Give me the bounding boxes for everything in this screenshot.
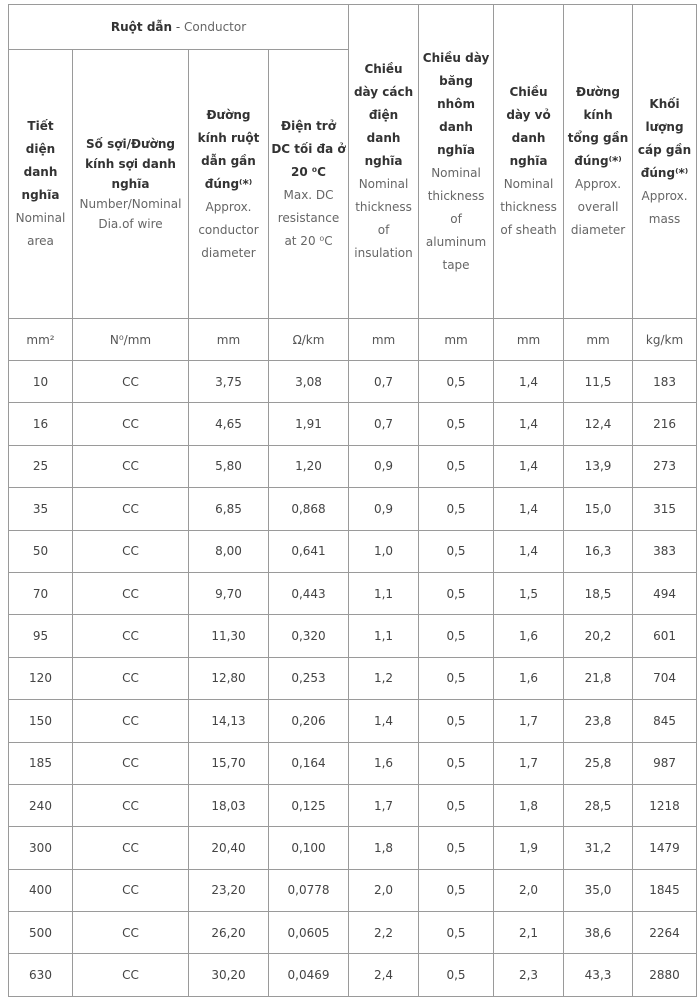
table-cell: 26,20: [189, 912, 269, 954]
table-cell: 14,13: [189, 700, 269, 742]
table-row: [9, 530, 697, 572]
table-cell: 2,0: [494, 869, 564, 911]
column-header-en: Nominal thickness of insulation: [354, 177, 413, 260]
table-cell: 12,4: [564, 403, 633, 445]
table-cell: 21,8: [564, 657, 633, 699]
table-cell: 1,9: [494, 827, 564, 869]
column-header: [9, 50, 73, 319]
table-row: [9, 869, 697, 911]
table-cell: 2,1: [494, 912, 564, 954]
unit-cell: mm²: [9, 319, 73, 361]
table-cell: 31,2: [564, 827, 633, 869]
table-cell: 1,6: [349, 742, 419, 784]
table-cell: 0,0605: [269, 912, 349, 954]
table-cell: 20,40: [189, 827, 269, 869]
table-cell: 183: [633, 361, 697, 403]
table-cell: 0,5: [419, 954, 494, 996]
column-header-en: Number/Nominal Dia.of wire: [79, 197, 182, 231]
table-cell: 23,8: [564, 700, 633, 742]
table-cell: CC: [73, 827, 189, 869]
table-cell: 0,641: [269, 530, 349, 572]
table-cell: 0,5: [419, 361, 494, 403]
table-cell: 0,5: [419, 742, 494, 784]
table-cell: 0,5: [419, 912, 494, 954]
column-header-vi: Chiều dày cách điện danh nghĩa: [353, 62, 414, 168]
column-header: [349, 5, 419, 319]
table-cell: 500: [9, 912, 73, 954]
table-cell: 2,3: [494, 954, 564, 996]
table-cell: 20,2: [564, 615, 633, 657]
table-cell: CC: [73, 615, 189, 657]
table-cell: 0,5: [419, 445, 494, 487]
table-cell: 400: [9, 869, 73, 911]
column-header-vi: Chiều dày vỏ danh nghĩa: [506, 85, 551, 168]
table-cell: 28,5: [564, 784, 633, 826]
table-row: [9, 700, 697, 742]
table-cell: 0,7: [349, 361, 419, 403]
column-header-en: Max. DC resistance at 20 ⁰C: [277, 188, 340, 248]
column-header-en: Approx. overall diameter: [570, 177, 626, 237]
table-cell: 1845: [633, 869, 697, 911]
table-cell: 10: [9, 361, 73, 403]
table-cell: 0,125: [269, 784, 349, 826]
column-header-vi: Đường kính ruột dẫn gần đúng⁽*⁾: [197, 107, 260, 191]
table-cell: 0,5: [419, 784, 494, 826]
table-cell: 1,4: [494, 361, 564, 403]
table-cell: CC: [73, 742, 189, 784]
table-cell: 1,2: [349, 657, 419, 699]
table-row: [9, 827, 697, 869]
unit-cell: Ω/km: [269, 319, 349, 361]
table-cell: 18,5: [564, 572, 633, 614]
table-cell: 0,0778: [269, 869, 349, 911]
table-cell: 383: [633, 530, 697, 572]
column-header-en: Nominal area: [15, 211, 66, 248]
table-cell: 704: [633, 657, 697, 699]
table-cell: 95: [9, 615, 73, 657]
table-cell: 630: [9, 954, 73, 996]
column-header-en: Approx. mass: [641, 188, 688, 226]
table-cell: CC: [73, 912, 189, 954]
unit-cell: N⁰/mm: [73, 319, 189, 361]
cable-spec-table: [8, 4, 697, 997]
table-cell: 0,5: [419, 700, 494, 742]
table-row: [9, 445, 697, 487]
table-cell: 1,91: [269, 403, 349, 445]
table-cell: 2,4: [349, 954, 419, 996]
table-cell: 0,9: [349, 488, 419, 530]
conductor-group-header: [9, 5, 349, 50]
table-cell: 1,4: [349, 700, 419, 742]
table-cell: 315: [633, 488, 697, 530]
unit-cell: mm: [419, 319, 494, 361]
table-cell: 494: [633, 572, 697, 614]
conductor-vi: Ruột dẫn: [110, 20, 173, 34]
table-row: [9, 954, 697, 996]
table-cell: 2,0: [349, 869, 419, 911]
table-cell: 43,3: [564, 954, 633, 996]
table-cell: 9,70: [189, 572, 269, 614]
table-cell: 1,1: [349, 572, 419, 614]
table-cell: 12,80: [189, 657, 269, 699]
table-cell: 18,03: [189, 784, 269, 826]
table-cell: 16: [9, 403, 73, 445]
table-cell: 601: [633, 615, 697, 657]
table-cell: 13,9: [564, 445, 633, 487]
table-cell: 845: [633, 700, 697, 742]
table-cell: 5,80: [189, 445, 269, 487]
table-cell: 1,1: [349, 615, 419, 657]
table-row: [9, 572, 697, 614]
table-cell: 6,85: [189, 488, 269, 530]
column-header: [494, 5, 564, 319]
table-cell: 1,4: [494, 445, 564, 487]
table-cell: 70: [9, 572, 73, 614]
table-cell: 30,20: [189, 954, 269, 996]
column-header: [73, 50, 189, 319]
table-cell: 0,5: [419, 657, 494, 699]
table-cell: CC: [73, 530, 189, 572]
unit-cell: mm: [189, 319, 269, 361]
column-header-en: Nominal thickness of sheath: [500, 177, 557, 237]
table-cell: 1479: [633, 827, 697, 869]
table-cell: 0,868: [269, 488, 349, 530]
conductor-en: Conductor: [184, 20, 247, 34]
column-header-vi: Khối lượng cáp gần đúng⁽*⁾: [637, 96, 692, 180]
column-header: [189, 50, 269, 319]
table-cell: CC: [73, 954, 189, 996]
table-cell: 185: [9, 742, 73, 784]
table-cell: 2264: [633, 912, 697, 954]
table-cell: 120: [9, 657, 73, 699]
table-cell: 0,100: [269, 827, 349, 869]
column-header-en: Nominal thickness of aluminum tape: [425, 165, 487, 272]
table-cell: 0,253: [269, 657, 349, 699]
table-cell: CC: [73, 869, 189, 911]
table-cell: CC: [73, 488, 189, 530]
table-cell: 11,5: [564, 361, 633, 403]
table-row: [9, 657, 697, 699]
table-cell: CC: [73, 700, 189, 742]
table-cell: 216: [633, 403, 697, 445]
table-cell: 240: [9, 784, 73, 826]
table-cell: 0,206: [269, 700, 349, 742]
table-cell: 0,0469: [269, 954, 349, 996]
table-cell: 2880: [633, 954, 697, 996]
table-cell: 50: [9, 530, 73, 572]
table-cell: 8,00: [189, 530, 269, 572]
table-cell: 0,5: [419, 530, 494, 572]
table-cell: 0,7: [349, 403, 419, 445]
column-header-vi: Số sợi/Đường kính sợi danh nghĩa: [85, 137, 176, 191]
table-cell: 3,08: [269, 361, 349, 403]
table-cell: 4,65: [189, 403, 269, 445]
table-cell: 1,20: [269, 445, 349, 487]
table-cell: 1,6: [494, 615, 564, 657]
table-row: [9, 488, 697, 530]
unit-cell: mm: [494, 319, 564, 361]
table-cell: 0,164: [269, 742, 349, 784]
table-cell: 38,6: [564, 912, 633, 954]
table-row: [9, 742, 697, 784]
column-header-vi: Điện trở DC tối đa ở 20 ⁰C: [271, 119, 346, 179]
unit-cell: mm: [349, 319, 419, 361]
table-cell: 1,0: [349, 530, 419, 572]
column-header-vi: Đường kính tổng gần đúng⁽*⁾: [567, 85, 629, 168]
table-cell: 1,7: [494, 700, 564, 742]
table-cell: 1,4: [494, 488, 564, 530]
table-cell: 1,7: [494, 742, 564, 784]
table-cell: 25: [9, 445, 73, 487]
column-header-vi: Tiết diện danh nghĩa: [21, 119, 60, 202]
table-cell: CC: [73, 403, 189, 445]
table-cell: 987: [633, 742, 697, 784]
table-cell: 0,5: [419, 827, 494, 869]
table-cell: 1,8: [494, 784, 564, 826]
table-cell: 0,443: [269, 572, 349, 614]
table-cell: 2,2: [349, 912, 419, 954]
column-header: [633, 5, 697, 319]
table-cell: 1,8: [349, 827, 419, 869]
table-cell: 15,70: [189, 742, 269, 784]
table-cell: CC: [73, 784, 189, 826]
table-cell: 150: [9, 700, 73, 742]
table-cell: 0,5: [419, 572, 494, 614]
table-cell: 1,7: [349, 784, 419, 826]
table-cell: 1,4: [494, 530, 564, 572]
table-row: [9, 615, 697, 657]
table-cell: 35,0: [564, 869, 633, 911]
table-cell: 25,8: [564, 742, 633, 784]
table-row: [9, 361, 697, 403]
units-row: [9, 319, 697, 361]
conductor-sep: -: [172, 20, 185, 34]
table-cell: 0,5: [419, 403, 494, 445]
table-cell: 0,5: [419, 488, 494, 530]
table-cell: 16,3: [564, 530, 633, 572]
table-cell: 1,5: [494, 572, 564, 614]
unit-cell: kg/km: [633, 319, 697, 361]
table-cell: 23,20: [189, 869, 269, 911]
table-cell: 11,30: [189, 615, 269, 657]
column-header: [269, 50, 349, 319]
table-cell: 300: [9, 827, 73, 869]
table-cell: CC: [73, 361, 189, 403]
table-cell: CC: [73, 572, 189, 614]
column-header: [564, 5, 633, 319]
table-cell: 0,320: [269, 615, 349, 657]
table-cell: 0,9: [349, 445, 419, 487]
table-cell: 35: [9, 488, 73, 530]
table-cell: 1,6: [494, 657, 564, 699]
table-cell: 273: [633, 445, 697, 487]
table-cell: 1,4: [494, 403, 564, 445]
table-cell: 0,5: [419, 869, 494, 911]
table-cell: 1218: [633, 784, 697, 826]
table-row: [9, 784, 697, 826]
unit-cell: mm: [564, 319, 633, 361]
table-cell: CC: [73, 445, 189, 487]
table-cell: CC: [73, 657, 189, 699]
table-row: [9, 403, 697, 445]
table-cell: 0,5: [419, 615, 494, 657]
table-cell: 3,75: [189, 361, 269, 403]
column-header-en: Approx. conductor diameter: [198, 199, 259, 260]
column-header-vi: Chiều dày băng nhôm danh nghĩa: [422, 50, 490, 157]
table-row: [9, 912, 697, 954]
column-header: [419, 5, 494, 319]
table-cell: 15,0: [564, 488, 633, 530]
